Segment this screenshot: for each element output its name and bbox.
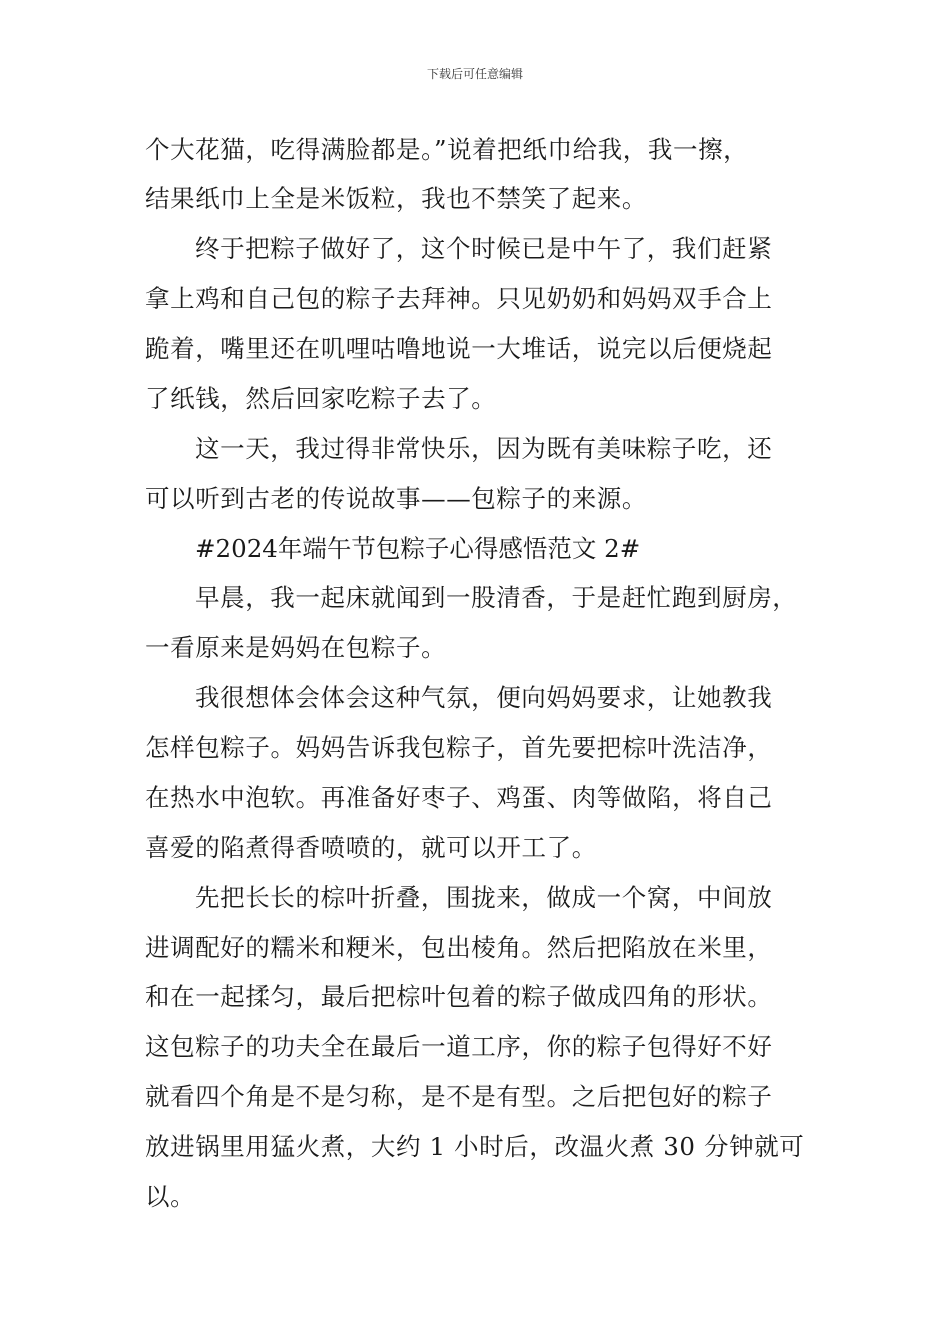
text-line: 结果纸巾上全是米饭粒，我也不禁笑了起来。 — [145, 184, 647, 213]
text-line: 终于把粽子做好了，这个时候已是中午了，我们赶紧 — [195, 234, 773, 263]
text-line: 进调配好的糯米和粳米，包出棱角。然后把陷放在米里， — [145, 933, 773, 962]
text-line: 先把长长的棕叶折叠，围拢来，做成一个窝，中间放 — [195, 883, 773, 912]
text-line: 一看原来是妈妈在包粽子。 — [145, 633, 447, 662]
text-line: 我很想体会体会这种气氛，便向妈妈要求，让她教我 — [195, 683, 773, 712]
text-line: 个大花猫，吃得满脸都是。”说着把纸巾给我，我一擦， — [145, 135, 749, 164]
text-line: 以。 — [145, 1182, 196, 1211]
section-heading: #2024年端午节包粽子心得感悟范文 2# — [195, 534, 641, 563]
text-line: 可以听到古老的传说故事——包粽子的来源。 — [145, 484, 647, 513]
text-line: 在热水中泡软。再准备好枣子、鸡蛋、肉等做陷，将自己 — [145, 783, 773, 812]
text-line: 早晨，我一起床就闻到一股清香，于是赶忙跑到厨房， — [195, 583, 798, 612]
text-line: 这一天，我过得非常快乐，因为既有美味粽子吃，还 — [195, 434, 773, 463]
text-line: 和在一起揉匀，最后把棕叶包着的粽子做成四角的形状。 — [145, 982, 773, 1011]
text-line: 放进锅里用猛火煮，大约 1 小时后，改温火煮 30 分钟就可 — [145, 1132, 805, 1161]
text-line: 跪着，嘴里还在叽哩咕噜地说一大堆话，说完以后便烧起 — [145, 334, 773, 363]
text-line: 怎样包粽子。妈妈告诉我包粽子，首先要把棕叶洗洁净， — [145, 733, 773, 762]
text-line: 就看四个角是不是匀称，是不是有型。之后把包好的粽子 — [145, 1082, 773, 1111]
text-line: 了纸钱，然后回家吃粽子去了。 — [145, 384, 497, 413]
page-header: 下载后可任意编辑 — [426, 67, 523, 81]
text-line: 拿上鸡和自己包的粽子去拜神。只见奶奶和妈妈双手合上 — [145, 284, 773, 313]
text-line: 喜爱的陷煮得香喷喷的，就可以开工了。 — [145, 833, 597, 862]
text-line: 这包粽子的功夫全在最后一道工序，你的粽子包得好不好 — [145, 1032, 773, 1061]
